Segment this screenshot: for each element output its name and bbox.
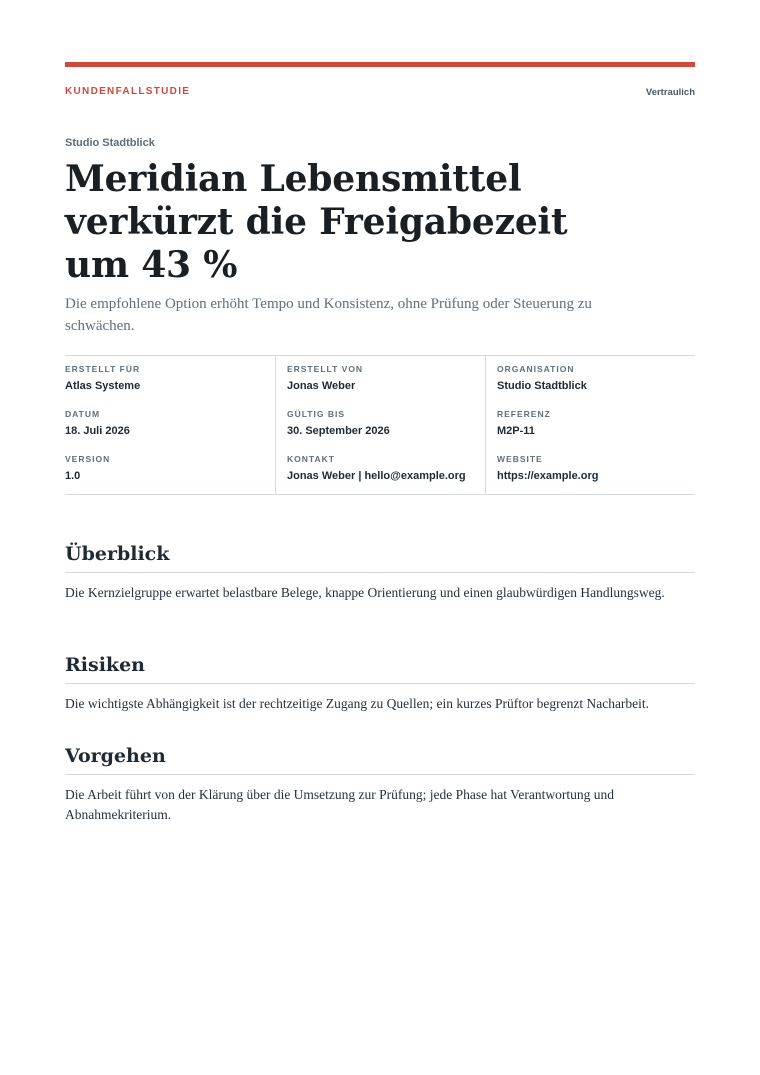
meta-value: Jonas Weber | hello@example.org [287,470,466,482]
section-heading: Überblick [65,542,695,573]
meta-label: REFERENZ [497,409,551,419]
section-body: Die wichtigste Abhängigkeit ist der rechtzeitige Zugang zu Quellen; ein kurzes Prüftor begrenzt Nacharbeit. [65,696,650,711]
accent-rule [65,62,695,67]
meta-label: ERSTELLT FÜR [65,364,141,374]
meta-value: 18. Juli 2026 [65,425,130,437]
meta-label: ORGANISATION [497,364,575,374]
metadata-column [65,356,276,494]
meta-value: 30. September 2026 [287,425,390,437]
section-body: Die Arbeit führt von der Klärung über die Umsetzung zur Prüfung; jede Phase hat Verantwortung und Abnahmekriterium. [65,787,614,822]
page-subtitle: Die empfohlene Option erhöht Tempo und Konsistenz, ohne Prüfung oder Steuerung zu schwächen. [65,296,592,334]
document-kicker: KUNDENFALLSTUDIE [65,86,191,97]
meta-website [497,454,695,499]
meta-contact [287,454,485,499]
meta-label: GÜLTIG BIS [287,409,346,419]
meta-created-for [65,364,275,409]
meta-label: VERSION [65,454,111,464]
meta-value: M2P-11 [497,425,535,437]
meta-label: KONTAKT [287,454,335,464]
meta-date [65,409,275,454]
meta-value: Jonas Weber [287,380,356,392]
meta-value: Atlas Systeme [65,380,141,392]
meta-valid-until [287,409,485,454]
section-risks [65,653,695,714]
meta-value: https://example.org [497,470,599,482]
section-approach [65,744,695,825]
meta-label: WEBSITE [497,454,543,464]
meta-version [65,454,275,499]
meta-label: DATUM [65,409,101,419]
section-body: Die Kernzielgruppe erwartet belastbare Belege, knappe Orientierung und einen glaubwürdigen Handlungsweg. [65,585,665,600]
meta-created-by [287,364,485,409]
section-heading: Vorgehen [65,744,695,775]
meta-reference [497,409,695,454]
metadata-table [65,355,695,495]
section-overview [65,542,695,603]
meta-label: ERSTELLT VON [287,364,364,374]
section-heading: Risiken [65,653,695,684]
metadata-column [276,356,486,494]
page-title: Meridian Lebensmittel verkürzt die Freigabezeit um 43 % [65,158,568,286]
meta-value: 1.0 [65,470,81,482]
meta-organisation [497,364,695,409]
brand-name: Studio Stadtblick [65,137,155,149]
confidential-label: Vertraulich [645,87,695,98]
metadata-column [486,356,695,494]
meta-value: Studio Stadtblick [497,380,587,392]
